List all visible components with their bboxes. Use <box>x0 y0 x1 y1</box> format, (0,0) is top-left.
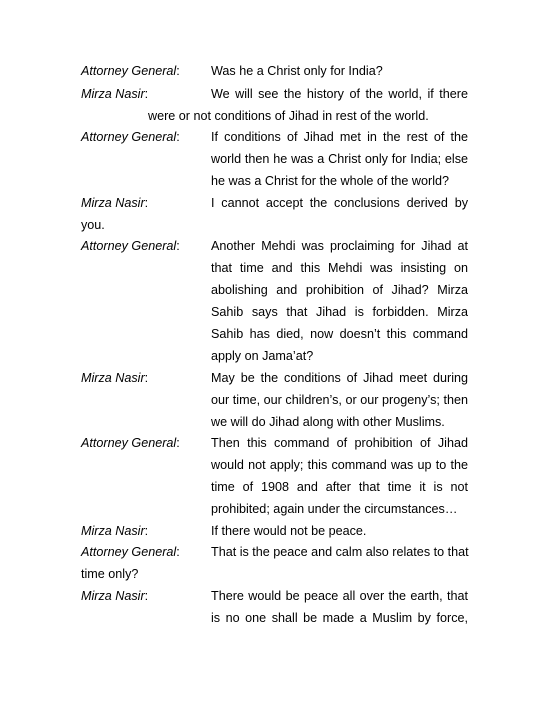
dialogue-line: If conditions of Jihad met in the rest of the <box>211 130 468 144</box>
speaker-label: Mirza Nasir: <box>81 589 149 603</box>
speaker-label: Attorney General: <box>81 239 180 253</box>
dialogue-line: abolishing and prohibition of Jihad? Mirza <box>211 283 468 297</box>
dialogue-line: time only? <box>81 567 139 581</box>
speaker-label: Mirza Nasir: <box>81 371 149 385</box>
dialogue-line: you. <box>81 218 105 232</box>
dialogue-line: There would be peace all over the earth, that <box>211 589 468 603</box>
dialogue-line: that time and this Mehdi was insisting on <box>211 261 468 275</box>
dialogue-line: prohibited; again under the circumstances… <box>211 502 458 516</box>
dialogue-line: Sahib has died, now doesn’t this command <box>211 327 468 341</box>
dialogue-line: We will see the history of the world, if there <box>211 87 468 101</box>
dialogue-line: time of 1908 and after that time it is not <box>211 480 468 494</box>
dialogue-line: Another Mehdi was proclaiming for Jihad at <box>211 239 468 253</box>
dialogue-line: we will do Jihad along with other Muslims. <box>211 415 445 429</box>
speaker-label: Attorney General: <box>81 436 180 450</box>
dialogue-line: Then this command of prohibition of Jihad <box>211 436 468 450</box>
speaker-label: Mirza Nasir: <box>81 524 149 538</box>
dialogue-line: world then he was a Christ only for India; else <box>211 152 468 166</box>
dialogue-line: I cannot accept the conclusions derived by <box>211 196 468 210</box>
speaker-label: Attorney General: <box>81 64 180 78</box>
speaker-label: Mirza Nasir: <box>81 196 149 210</box>
dialogue-line: were or not conditions of Jihad in rest of the world. <box>148 109 429 123</box>
dialogue-line: is no one shall be made a Muslim by force, <box>211 611 468 625</box>
dialogue-line: Sahib says that Jihad is forbidden. Mirza <box>211 305 468 319</box>
dialogue-line: apply on Jama’at? <box>211 349 314 363</box>
dialogue-line: our time, our children’s, or our progeny’s; then <box>211 393 468 407</box>
dialogue-line: That is the peace and calm also relates to that <box>211 545 469 559</box>
dialogue-line: If there would not be peace. <box>211 524 367 538</box>
speaker-label: Attorney General: <box>81 130 180 144</box>
dialogue-line: Was he a Christ only for India? <box>211 64 383 78</box>
dialogue-line: he was a Christ for the whole of the world? <box>211 174 450 188</box>
speaker-label: Mirza Nasir: <box>81 87 149 101</box>
dialogue-line: May be the conditions of Jihad meet during <box>211 371 468 385</box>
speaker-label: Attorney General: <box>81 545 180 559</box>
dialogue-line: would not apply; this command was up to the <box>211 458 468 472</box>
